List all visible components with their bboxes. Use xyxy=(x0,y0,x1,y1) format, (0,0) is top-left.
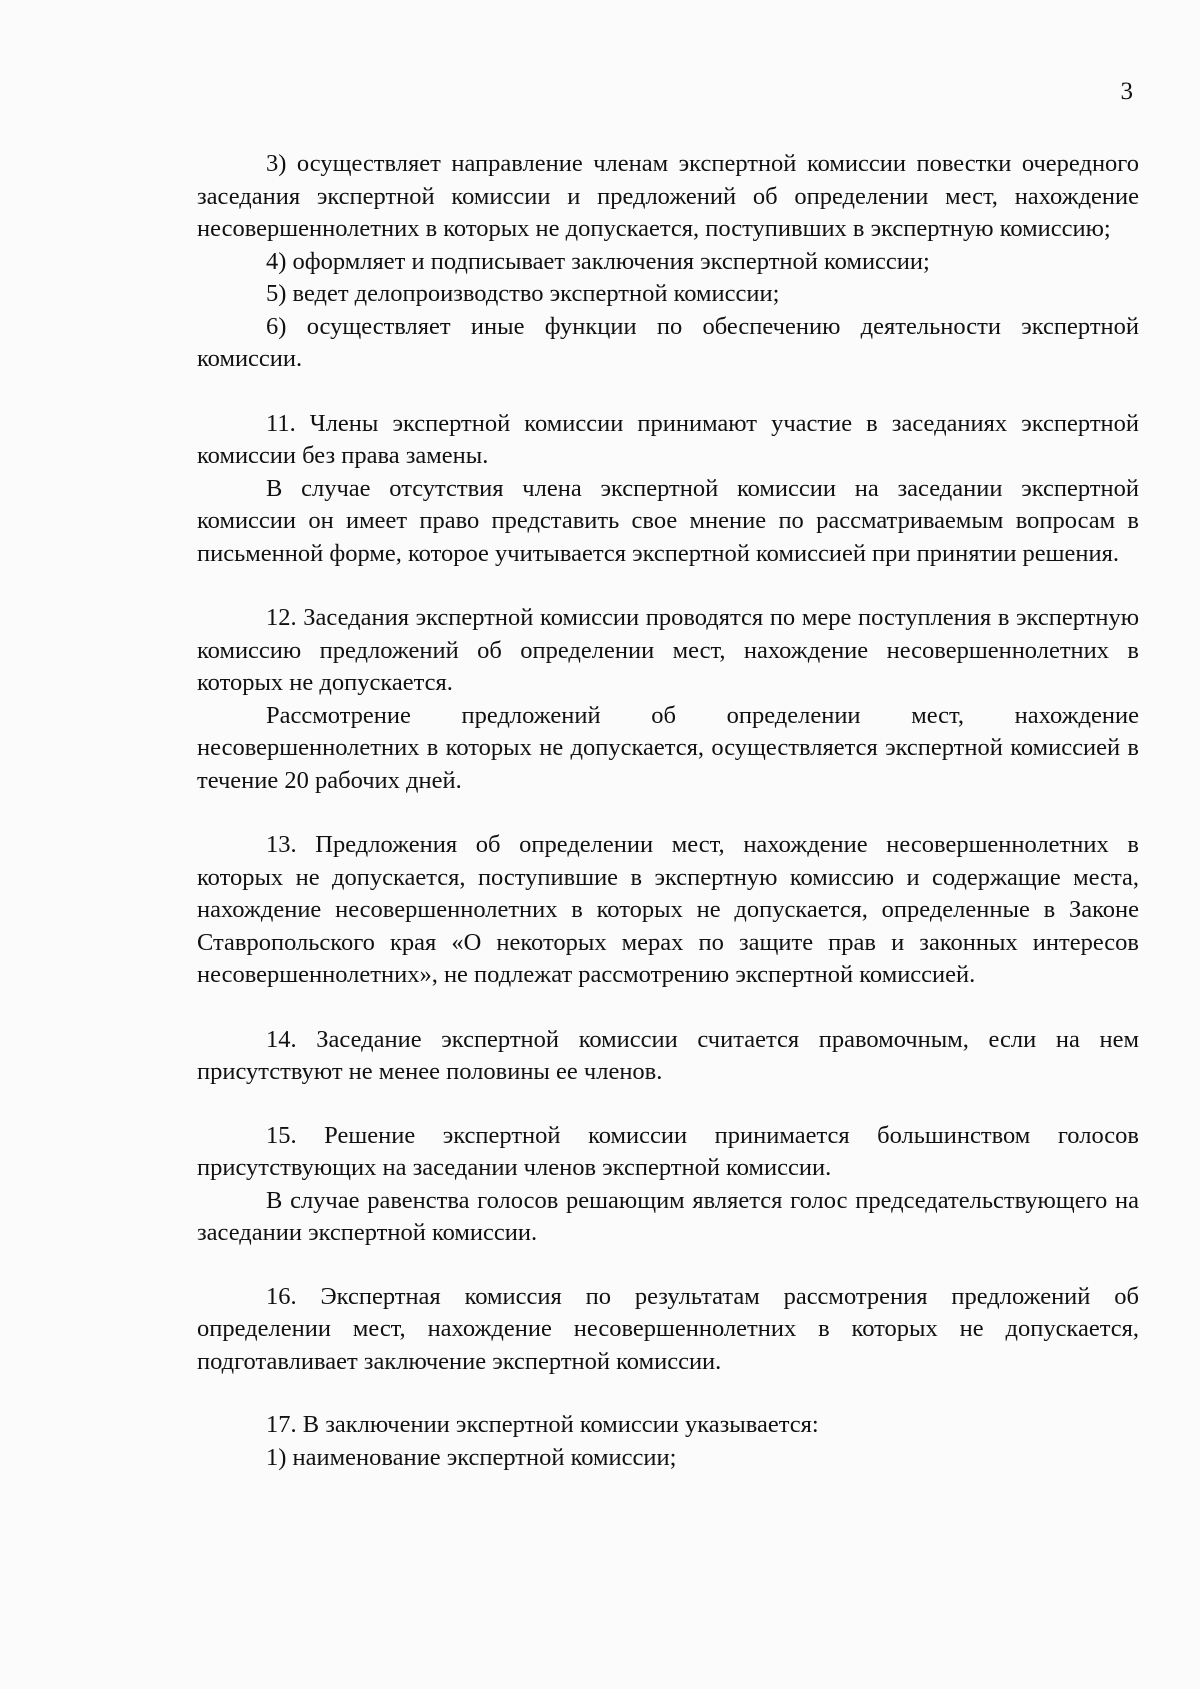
paragraph-clause-11: 11. Члены экспертной комиссии принимают участие в заседаниях экспертной комиссии без права замены. xyxy=(197,409,1139,469)
document-body xyxy=(197,148,1139,1474)
paragraph-clause-17-item-1: 1) наименование экспертной комиссии; xyxy=(266,1443,677,1471)
paragraph-clause-15-cont: В случае равенства голосов решающим является голос председательствующего на заседании экспертной комиссии. xyxy=(197,1186,1139,1246)
paragraph-item-4: 4) оформляет и подписывает заключения экспертной комиссии; xyxy=(266,247,930,275)
paragraph-clause-16: 16. Экспертная комиссия по результатам рассмотрения предложений об определении мест, нахождение несовершеннолетних в которых не допускается, подготавливает заключение экспертной комиссии. xyxy=(197,1282,1139,1375)
paragraph-item-5: 5) ведет делопроизводство экспертной комиссии; xyxy=(266,280,780,307)
page-number: 3 xyxy=(1120,78,1133,105)
paragraph-clause-12-cont: Рассмотрение предложений об определении мест, нахождение несовершеннолетних в которых не допускается, осуществляется экспертной комиссией в течение 20 рабочих дней. xyxy=(197,701,1139,794)
paragraph-clause-17: 17. В заключении экспертной комиссии указывается: xyxy=(266,1411,819,1438)
paragraph-clause-12: 12. Заседания экспертной комиссии проводятся по мере поступления в экспертную комиссию предложений об определении мест, нахождение несовершеннолетних в которых не допускается. xyxy=(197,604,1139,696)
paragraph-clause-11-cont: В случае отсутствия члена экспертной комиссии на заседании экспертной комиссии он имеет право представить свое мнение по рассматриваемым вопросам в письменной форме, которое учитывается экспертной комиссией при принятии решения. xyxy=(197,474,1139,567)
paragraph-clause-15: 15. Решение экспертной комиссии принимается большинством голосов присутствующих на заседании членов экспертной комиссии. xyxy=(197,1121,1139,1181)
paragraph-clause-14: 14. Заседание экспертной комиссии считается правомочным, если на нем присутствуют не менее половины ее членов. xyxy=(197,1025,1139,1085)
paragraph-item-3: 3) осуществляет направление членам экспертной комиссии повестки очередного заседания экспертной комиссии и предложений об определении мест, нахождение несовершеннолетних в которых не допускается, поступивших в экспертную комиссию; xyxy=(197,150,1139,242)
paragraph-clause-13: 13. Предложения об определении мест, нахождение несовершеннолетних в которых не допускается, поступившие в экспертную комиссию и содержащие места, нахождение несовершеннолетних в которых не допускается, определенные в Законе Ставропольского края «О некоторых мерах по защите прав и законных интересов несовершеннолетних», не подлежат рассмотрению экспертной комиссией. xyxy=(197,831,1139,988)
paragraph-item-6: 6) осуществляет иные функции по обеспечению деятельности экспертной комиссии. xyxy=(197,312,1139,372)
